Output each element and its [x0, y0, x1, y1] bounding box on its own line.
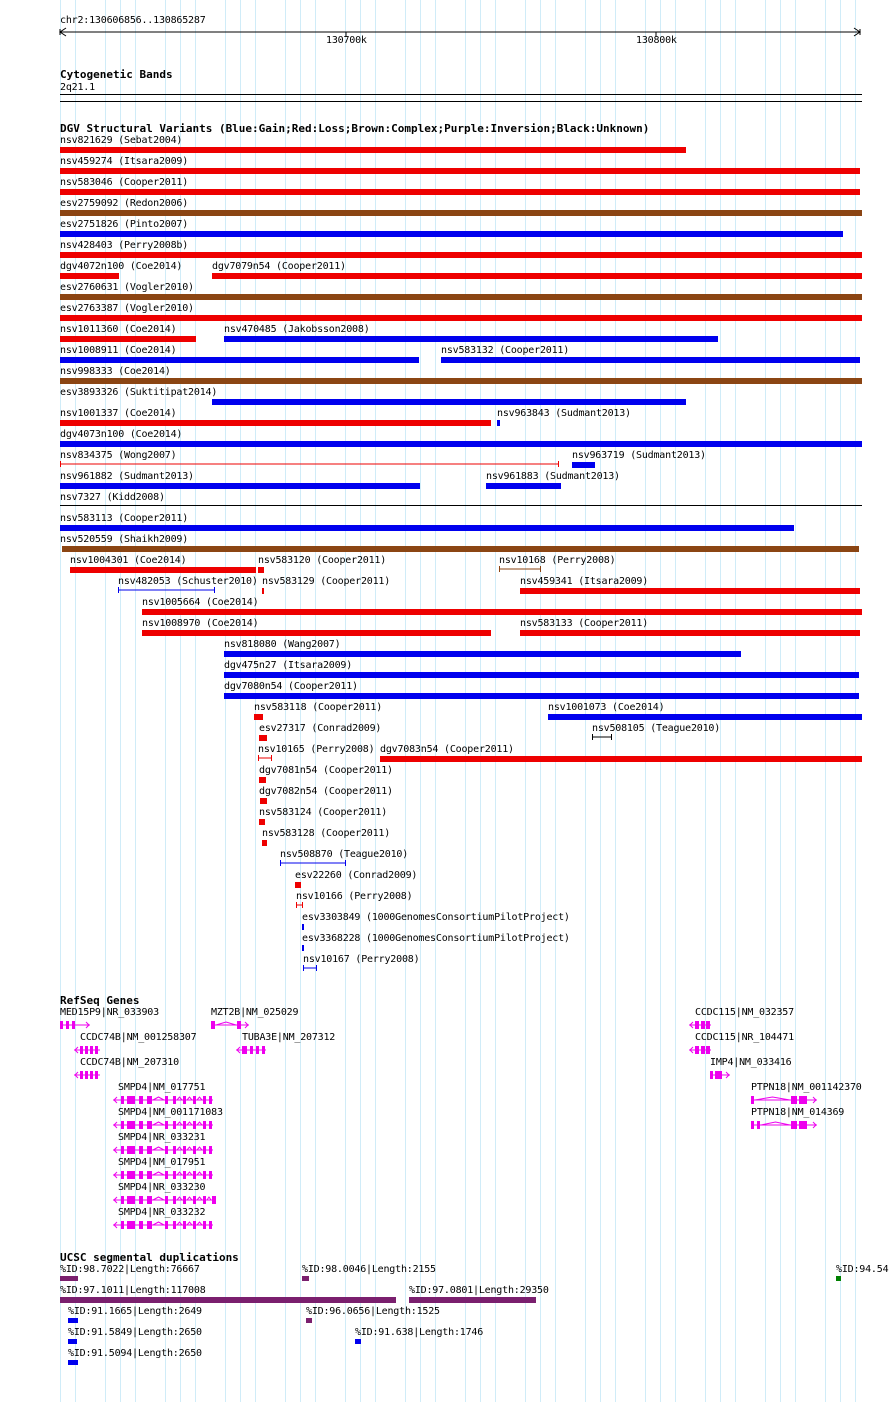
- variant-bar[interactable]: [60, 231, 843, 237]
- gene-label[interactable]: SMPD4|NM_001171083: [118, 1107, 223, 1118]
- variant-bar[interactable]: [224, 336, 718, 342]
- variant-bar[interactable]: [60, 441, 862, 447]
- gene-label[interactable]: SMPD4|NM_017751: [118, 1082, 206, 1093]
- segdup-label[interactable]: %ID:97.0801|Length:29350: [409, 1285, 549, 1296]
- gene-label[interactable]: TUBA3E|NM_207312: [242, 1032, 336, 1043]
- variant-bar[interactable]: [224, 651, 741, 657]
- cytoband-track-title[interactable]: Cytogenetic Bands: [60, 68, 173, 81]
- variant-label[interactable]: nsv1001073 (Coe2014): [548, 702, 665, 713]
- variant-label[interactable]: dgv7079n54 (Cooper2011): [212, 261, 346, 272]
- ruler-location: chr2:130606856..130865287: [60, 15, 206, 26]
- variant-label[interactable]: dgv475n27 (Itsara2009): [224, 660, 353, 671]
- variant-label[interactable]: nsv583132 (Cooper2011): [441, 345, 570, 356]
- gene-model[interactable]: [751, 1119, 821, 1131]
- variant-span[interactable]: [118, 586, 217, 595]
- variant-label[interactable]: dgv4072n100 (Coe2014): [60, 261, 183, 272]
- variant-label[interactable]: nsv818080 (Wang2007): [224, 639, 341, 650]
- gene-model[interactable]: [689, 1044, 715, 1056]
- variant-bar[interactable]: [302, 945, 304, 951]
- segdup-label[interactable]: %ID:91.5849|Length:2650: [68, 1327, 202, 1338]
- cytoband-bar-top: [60, 94, 862, 95]
- variant-bar[interactable]: [259, 819, 265, 825]
- variant-bar[interactable]: [520, 630, 860, 636]
- variant-label[interactable]: nsv583128 (Cooper2011): [262, 828, 391, 839]
- gene-model[interactable]: [751, 1094, 821, 1106]
- gene-model[interactable]: [113, 1169, 217, 1181]
- variant-label[interactable]: dgv4073n100 (Coe2014): [60, 429, 183, 440]
- gene-model[interactable]: [74, 1044, 104, 1056]
- variant-bar[interactable]: [262, 840, 267, 846]
- variant-label[interactable]: nsv1005664 (Coe2014): [142, 597, 259, 608]
- variant-label[interactable]: esv2751826 (Pinto2007): [60, 219, 189, 230]
- variant-label[interactable]: nsv963719 (Sudmant2013): [572, 450, 706, 461]
- variant-label[interactable]: nsv998333 (Coe2014): [60, 366, 171, 377]
- variant-bar[interactable]: [60, 294, 862, 300]
- variant-label[interactable]: nsv583113 (Cooper2011): [60, 513, 189, 524]
- variant-label[interactable]: dgv7083n54 (Cooper2011): [380, 744, 514, 755]
- segdup-label[interactable]: %ID:98.7022|Length:76667: [60, 1264, 200, 1275]
- segdup-bar[interactable]: [60, 1297, 396, 1303]
- variant-label[interactable]: nsv583120 (Cooper2011): [258, 555, 387, 566]
- variant-bar[interactable]: [60, 505, 862, 506]
- variant-span[interactable]: [280, 859, 348, 868]
- variant-label[interactable]: nsv10165 (Perry2008): [258, 744, 375, 755]
- variant-label[interactable]: nsv1008970 (Coe2014): [142, 618, 259, 629]
- variant-label[interactable]: nsv1008911 (Coe2014): [60, 345, 177, 356]
- segdup-bar[interactable]: [306, 1318, 312, 1323]
- segdup-label[interactable]: %ID:94.54: [836, 1264, 889, 1275]
- cytoband-label: 2q21.1: [60, 82, 95, 93]
- variant-label[interactable]: esv3303849 (1000GenomesConsortiumPilotProject): [302, 912, 570, 923]
- refseq-track-title[interactable]: RefSeq Genes: [60, 994, 140, 1007]
- variant-label[interactable]: nsv961882 (Sudmant2013): [60, 471, 194, 482]
- variant-span[interactable]: [592, 733, 614, 742]
- variant-bar[interactable]: [60, 336, 196, 342]
- variant-bar[interactable]: [254, 714, 263, 720]
- variant-bar[interactable]: [295, 882, 301, 888]
- variant-label[interactable]: nsv7327 (Kidd2008): [60, 492, 165, 503]
- variant-label[interactable]: nsv482053 (Schuster2010): [118, 576, 258, 587]
- variant-label[interactable]: nsv428403 (Perry2008b): [60, 240, 189, 251]
- gene-label[interactable]: MED15P9|NR_033903: [60, 1007, 159, 1018]
- variant-label[interactable]: nsv583124 (Cooper2011): [259, 807, 388, 818]
- gene-label[interactable]: SMPD4|NR_033231: [118, 1132, 206, 1143]
- variant-bar[interactable]: [60, 273, 119, 279]
- variant-bar[interactable]: [142, 609, 862, 615]
- variant-bar[interactable]: [60, 168, 860, 174]
- segdup-bar[interactable]: [68, 1360, 78, 1365]
- segdup-bar[interactable]: [68, 1339, 77, 1344]
- gene-model[interactable]: [236, 1044, 270, 1056]
- variant-label[interactable]: nsv520559 (Shaikh2009): [60, 534, 189, 545]
- gene-model[interactable]: [60, 1019, 94, 1031]
- variant-label[interactable]: nsv961883 (Sudmant2013): [486, 471, 620, 482]
- variant-bar[interactable]: [224, 693, 859, 699]
- variant-label[interactable]: nsv1004301 (Coe2014): [70, 555, 187, 566]
- variant-bar[interactable]: [60, 483, 420, 489]
- dgv-track-title[interactable]: DGV Structural Variants (Blue:Gain;Red:Loss;Brown:Complex;Purple:Inversion;Black:Unknown): [60, 122, 650, 135]
- variant-bar[interactable]: [62, 546, 859, 552]
- variant-span[interactable]: [60, 460, 561, 469]
- variant-label[interactable]: nsv10167 (Perry2008): [303, 954, 420, 965]
- segdup-bar[interactable]: [836, 1276, 841, 1281]
- segdup-track-title[interactable]: UCSC segmental duplications: [60, 1251, 239, 1264]
- variant-bar[interactable]: [142, 630, 491, 636]
- variant-label[interactable]: esv3893326 (Suktitipat2014): [60, 387, 218, 398]
- variant-label[interactable]: esv2759092 (Redon2006): [60, 198, 189, 209]
- segdup-label[interactable]: %ID:91.1665|Length:2649: [68, 1306, 202, 1317]
- gene-label[interactable]: CCDC74B|NM_001258307: [80, 1032, 197, 1043]
- variant-label[interactable]: nsv821629 (Sebat2004): [60, 135, 183, 146]
- gene-label[interactable]: IMP4|NM_033416: [710, 1057, 792, 1068]
- variant-bar[interactable]: [497, 420, 500, 426]
- variant-bar[interactable]: [441, 357, 860, 363]
- variant-span[interactable]: [296, 901, 305, 910]
- variant-label[interactable]: nsv1001337 (Coe2014): [60, 408, 177, 419]
- ruler-tick-label: 130700k: [326, 35, 367, 46]
- variant-bar[interactable]: [70, 567, 256, 573]
- segdup-label[interactable]: %ID:98.0046|Length:2155: [302, 1264, 436, 1275]
- segdup-bar[interactable]: [68, 1318, 78, 1323]
- variant-bar[interactable]: [60, 357, 419, 363]
- variant-bar[interactable]: [212, 273, 862, 279]
- variant-span[interactable]: [499, 565, 543, 574]
- variant-bar[interactable]: [260, 798, 267, 804]
- variant-label[interactable]: nsv963843 (Sudmant2013): [497, 408, 631, 419]
- segdup-label[interactable]: %ID:91.638|Length:1746: [355, 1327, 484, 1338]
- variant-label[interactable]: esv2760631 (Vogler2010): [60, 282, 194, 293]
- variant-label[interactable]: nsv508105 (Teague2010): [592, 723, 721, 734]
- ruler-tick-label: 130800k: [636, 35, 677, 46]
- gene-model[interactable]: [74, 1069, 104, 1081]
- gene-label[interactable]: CCDC115|NM_032357: [695, 1007, 794, 1018]
- variant-span[interactable]: [258, 754, 274, 763]
- gene-label[interactable]: PTPN18|NM_014369: [751, 1107, 845, 1118]
- variant-label[interactable]: esv27317 (Conrad2009): [259, 723, 382, 734]
- variant-bar[interactable]: [262, 588, 264, 594]
- gene-model[interactable]: [710, 1069, 734, 1081]
- gene-label[interactable]: PTPN18|NM_001142370: [751, 1082, 862, 1093]
- variant-label[interactable]: esv3368228 (1000GenomesConsortiumPilotProject): [302, 933, 570, 944]
- variant-bar[interactable]: [258, 567, 264, 573]
- cytoband-bar-bottom: [60, 101, 862, 102]
- gene-model[interactable]: [113, 1194, 220, 1206]
- gene-model[interactable]: [211, 1019, 253, 1031]
- variant-bar[interactable]: [486, 483, 561, 489]
- variant-label[interactable]: esv2763387 (Vogler2010): [60, 303, 194, 314]
- variant-label[interactable]: nsv1011360 (Coe2014): [60, 324, 177, 335]
- variant-bar[interactable]: [259, 777, 266, 783]
- variant-bar[interactable]: [302, 924, 304, 930]
- variant-label[interactable]: nsv10166 (Perry2008): [296, 891, 413, 902]
- variant-bar[interactable]: [380, 756, 862, 762]
- variant-bar[interactable]: [60, 525, 794, 531]
- gene-label[interactable]: MZT2B|NM_025029: [211, 1007, 299, 1018]
- segdup-bar[interactable]: [60, 1276, 78, 1281]
- variant-label[interactable]: dgv7082n54 (Cooper2011): [259, 786, 393, 797]
- variant-bar[interactable]: [60, 189, 860, 195]
- variant-bar[interactable]: [60, 210, 862, 216]
- gene-label[interactable]: CCDC74B|NM_207310: [80, 1057, 179, 1068]
- variant-label[interactable]: nsv10168 (Perry2008): [499, 555, 616, 566]
- variant-label[interactable]: nsv583046 (Cooper2011): [60, 177, 189, 188]
- variant-bar[interactable]: [60, 315, 862, 321]
- variant-span[interactable]: [303, 964, 319, 973]
- variant-bar[interactable]: [520, 588, 860, 594]
- gene-model[interactable]: [113, 1119, 217, 1131]
- variant-bar[interactable]: [60, 420, 491, 426]
- gene-label[interactable]: SMPD4|NR_033232: [118, 1207, 206, 1218]
- segdup-bar[interactable]: [302, 1276, 309, 1281]
- variant-bar[interactable]: [60, 147, 686, 153]
- gene-model[interactable]: [113, 1219, 217, 1231]
- gene-label[interactable]: CCDC115|NR_104471: [695, 1032, 794, 1043]
- variant-label[interactable]: esv22260 (Conrad2009): [295, 870, 418, 881]
- variant-label[interactable]: nsv508870 (Teague2010): [280, 849, 409, 860]
- variant-bar[interactable]: [60, 378, 862, 384]
- variant-label[interactable]: nsv459341 (Itsara2009): [520, 576, 649, 587]
- gene-model[interactable]: [113, 1094, 217, 1106]
- variant-label[interactable]: nsv583133 (Cooper2011): [520, 618, 649, 629]
- segdup-label[interactable]: %ID:91.5094|Length:2650: [68, 1348, 202, 1359]
- segdup-bar[interactable]: [355, 1339, 361, 1344]
- variant-bar[interactable]: [572, 462, 595, 468]
- variant-label[interactable]: dgv7081n54 (Cooper2011): [259, 765, 393, 776]
- variant-bar[interactable]: [259, 735, 267, 741]
- variant-bar[interactable]: [224, 672, 859, 678]
- segdup-label[interactable]: %ID:96.0656|Length:1525: [306, 1306, 440, 1317]
- variant-bar[interactable]: [212, 399, 686, 405]
- gene-label[interactable]: SMPD4|NR_033230: [118, 1182, 206, 1193]
- variant-label[interactable]: nsv583129 (Cooper2011): [262, 576, 391, 587]
- segdup-label[interactable]: %ID:97.1011|Length:117008: [60, 1285, 206, 1296]
- gene-model[interactable]: [113, 1144, 217, 1156]
- variant-bar[interactable]: [60, 252, 862, 258]
- variant-label[interactable]: nsv459274 (Itsara2009): [60, 156, 189, 167]
- gene-label[interactable]: SMPD4|NM_017951: [118, 1157, 206, 1168]
- segdup-bar[interactable]: [409, 1297, 536, 1303]
- variant-bar[interactable]: [548, 714, 862, 720]
- variant-label[interactable]: nsv470485 (Jakobsson2008): [224, 324, 370, 335]
- variant-label[interactable]: nsv583118 (Cooper2011): [254, 702, 383, 713]
- gene-model[interactable]: [689, 1019, 715, 1031]
- variant-label[interactable]: nsv834375 (Wong2007): [60, 450, 177, 461]
- variant-label[interactable]: dgv7080n54 (Cooper2011): [224, 681, 358, 692]
